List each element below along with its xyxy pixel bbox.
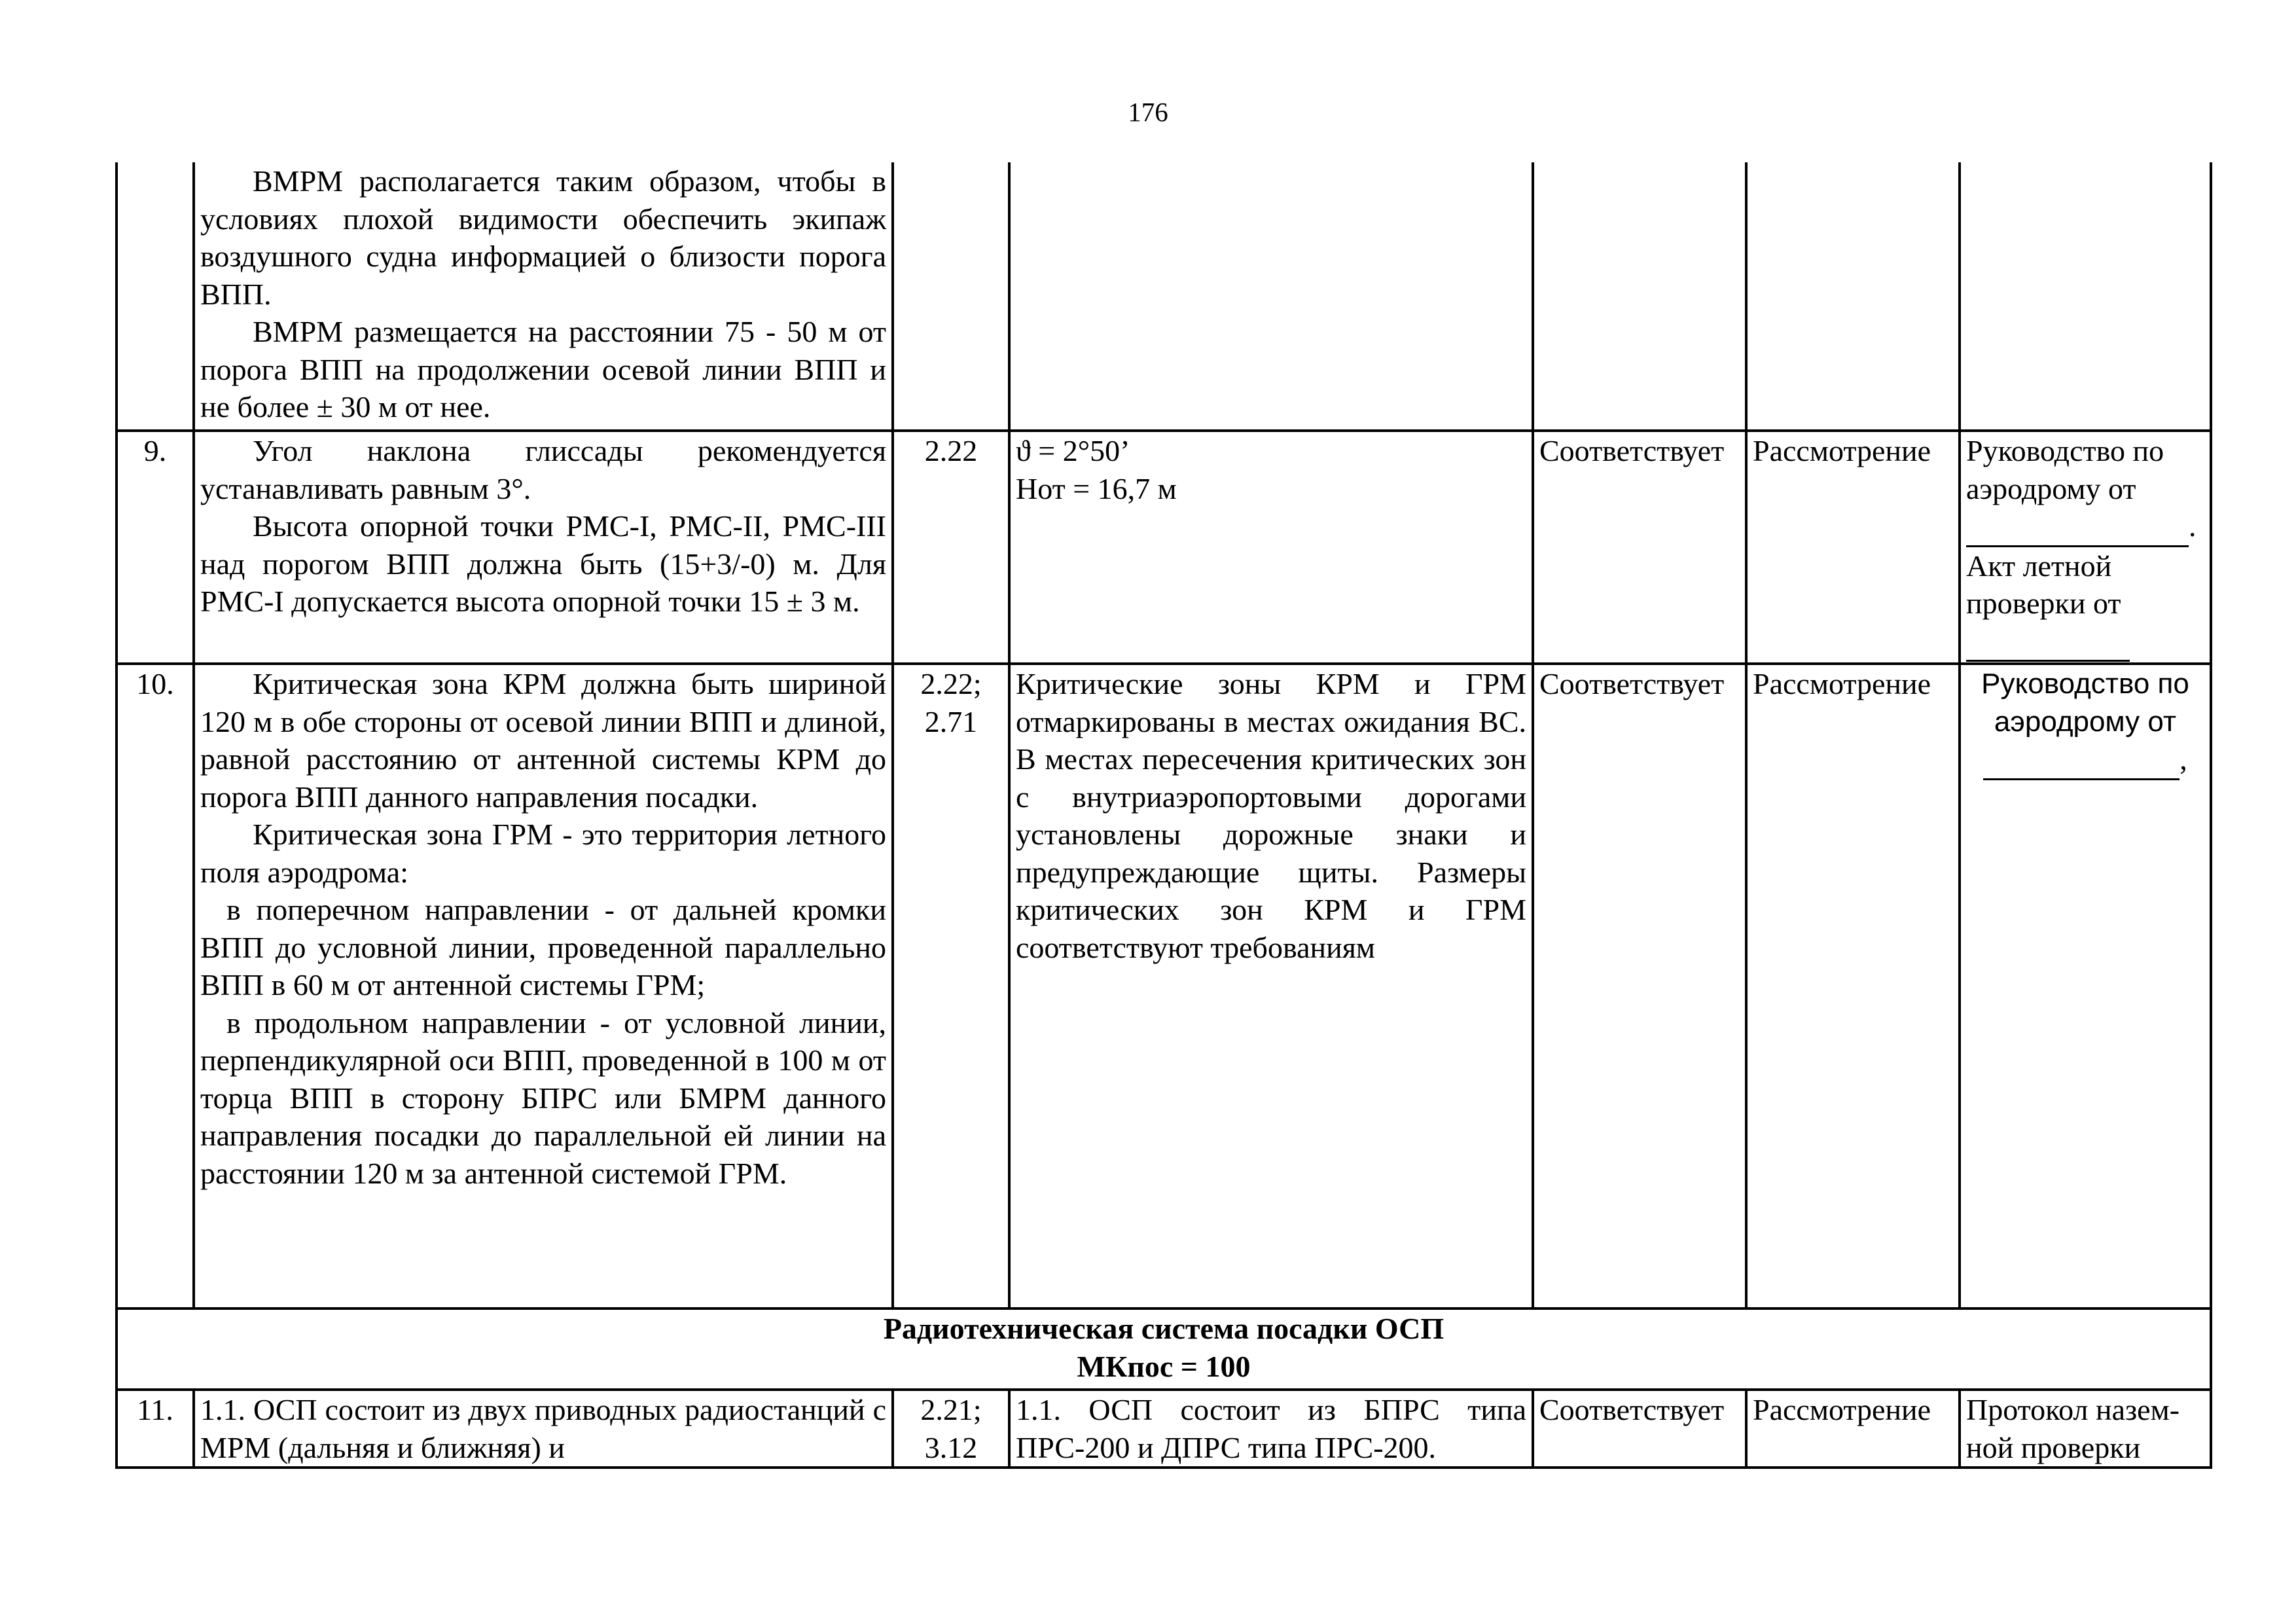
document-line: аэродрому от — [1994, 705, 2177, 738]
table-row-8-continued — [117, 162, 2211, 431]
reference-height-value: Нот = 16,7 м — [1016, 471, 1177, 505]
requirement-paragraph: 1.1. ОСП состоит из двух приводных радиостанций с МРМ (дальняя и ближняя) и — [200, 1393, 886, 1464]
cell-method — [1746, 162, 1960, 431]
cell-requirement — [194, 162, 893, 431]
document-date-line — [1966, 623, 2204, 662]
method-text: Рассмотрение — [1753, 667, 1931, 700]
cell-method — [1746, 664, 1960, 1308]
requirement-paragraph: Угол наклона глиссады рекомендуется устанавливать равным 3°. — [200, 434, 886, 505]
cell-requirement — [194, 431, 893, 664]
requirement-paragraph: в поперечном направлении - от дальней кромки ВПП до условной линии, проведенной параллельно ВПП в 60 м от антенной системы ГРМ; — [200, 893, 886, 1001]
glide-angle-value: ϑ = 2°50’ — [1016, 434, 1130, 467]
document-line: проверки от — [1966, 586, 2121, 620]
table-row-11 — [117, 1390, 2211, 1468]
reference-text: 2.21; — [920, 1393, 982, 1426]
cell-reference — [893, 664, 1009, 1308]
conformity-text: Соответствует — [1539, 1393, 1725, 1426]
cell-conformity — [1533, 1390, 1746, 1468]
cell-document — [1960, 664, 2211, 1308]
requirement-paragraph: Высота опорной точки РМС-I, РМС-II, РМС-III над порогом ВПП должна быть (15+3/-0) м. Для РМС-I допускается высота опорной точки 15 ± 3 м. — [200, 509, 886, 618]
requirement-paragraph: в продольном направлении - от условной линии, перпендикулярной оси ВПП, проведенной в 100 м от торца ВПП в сторону БПРС или БМРМ данного направления посадки до параллельной ей линии на расстоянии 120 м за антенной системой ГРМ. — [200, 1005, 886, 1190]
section-header-cell — [117, 1308, 2211, 1390]
conformity-text: Соответствует — [1539, 434, 1725, 467]
conformity-text: Соответствует — [1539, 667, 1725, 700]
cell-requirement — [194, 664, 893, 1308]
document-date-line — [1966, 740, 2204, 780]
cell-conformity — [1533, 664, 1746, 1308]
cell-document — [1960, 431, 2211, 664]
requirement-paragraph: Критическая зона КРМ должна быть шириной 120 м в обе стороны от осевой линии ВПП и длиной, равной расстоянию от антенной системы КРМ до порога ВПП данного направления посадки. — [200, 667, 886, 814]
requirement-paragraph: ВМРМ располагается таким образом, чтобы в условиях плохой видимости обеспечить экипаж воздушного судна информацией о близости порога ВПП. — [200, 164, 886, 311]
section-header-row — [117, 1308, 2211, 1390]
document-line: Протокол назем- — [1966, 1393, 2180, 1426]
reference-text: 2.22; — [920, 667, 982, 700]
section-title: Радиотехническая система посадки ОСП — [883, 1312, 1444, 1345]
actual-state-text: 1.1. ОСП состоит из БПРС типа ПРС-200 и ДПРС типа ПРС-200. — [1016, 1393, 1526, 1464]
method-text: Рассмотрение — [1753, 434, 1931, 467]
cell-actual — [1009, 431, 1533, 664]
table-row-10 — [117, 664, 2211, 1308]
requirement-paragraph: Критическая зона ГРМ - это территория летного поля аэродрома: — [200, 818, 886, 889]
blank-field — [1983, 740, 2179, 780]
requirements-table — [115, 162, 2212, 1469]
document-line: Руководство по — [1981, 668, 2189, 700]
document-date-line — [1966, 507, 2204, 547]
blank-terminator: . — [2189, 509, 2197, 543]
cell-method — [1746, 431, 1960, 664]
cell-number: 10. — [117, 664, 194, 1308]
table-row-9 — [117, 431, 2211, 664]
cell-requirement — [194, 1390, 893, 1468]
document-line: Руководство по — [1966, 434, 2164, 467]
cell-conformity — [1533, 162, 1746, 431]
cell-reference — [893, 1390, 1009, 1468]
blank-field — [1966, 623, 2130, 662]
method-text: Рассмотрение — [1753, 1393, 1931, 1426]
requirement-paragraph: ВМРМ размещается на расстоянии 75 - 50 м от порога ВПП на продолжении осевой линии ВПП и не более ± 30 м от нее. — [200, 315, 886, 424]
blank-field — [1966, 507, 2189, 547]
cell-number: 11. — [117, 1390, 194, 1468]
reference-text: 2.71 — [924, 704, 978, 738]
document-line: Акт летной — [1966, 549, 2112, 583]
cell-actual — [1009, 162, 1533, 431]
cell-number — [117, 162, 194, 431]
cell-reference — [893, 162, 1009, 431]
cell-number: 9. — [117, 431, 194, 664]
cell-actual — [1009, 1390, 1533, 1468]
actual-state-text: Критические зоны КРМ и ГРМ отмаркированы в местах ожидания ВС. В местах пересечения критических зон с внутриаэропортовыми дорогами установлены дорожные знаки и предупреждающие щиты. Размеры критических зон КРМ и ГРМ соответствуют требованиям — [1016, 667, 1526, 964]
cell-document — [1960, 1390, 2211, 1468]
cell-reference — [893, 431, 1009, 664]
section-subtitle: МКпос = 100 — [1077, 1349, 1251, 1383]
document-line: ной проверки — [1966, 1430, 2141, 1464]
page-number: 176 — [1128, 97, 1168, 127]
blank-terminator: , — [2179, 742, 2187, 776]
cell-actual — [1009, 664, 1533, 1308]
cell-method — [1746, 1390, 1960, 1468]
cell-conformity — [1533, 431, 1746, 664]
reference-text: 3.12 — [924, 1430, 978, 1464]
reference-text: 2.22 — [924, 434, 978, 467]
document-line: аэродрому от — [1966, 471, 2136, 505]
cell-document — [1960, 162, 2211, 431]
